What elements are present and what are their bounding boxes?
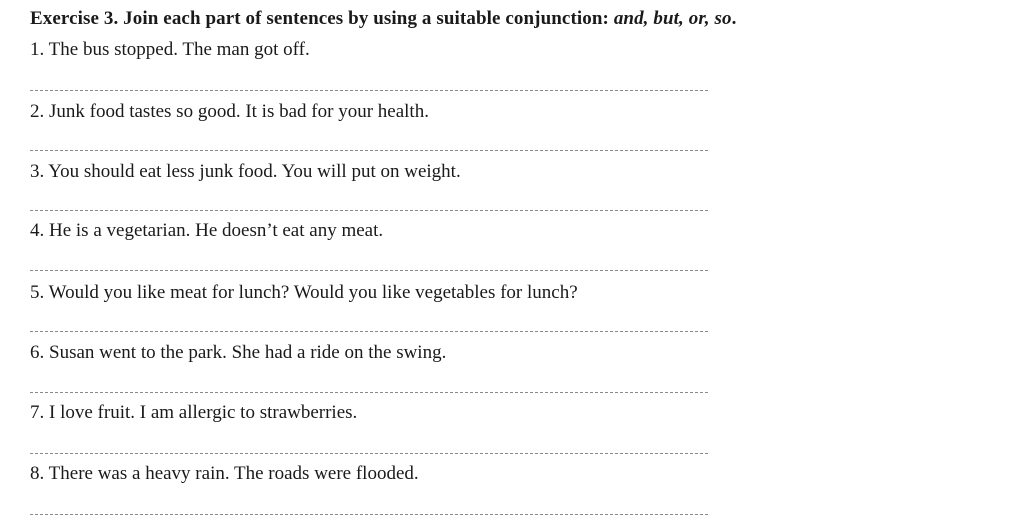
exercise-item-5: 5. Would you like meat for lunch? Would you like vegetables for lunch? <box>30 282 578 303</box>
exercise-instruction: Exercise 3. Join each part of sentences by using a suitable conjunction: <box>30 8 614 29</box>
answer-line-5[interactable] <box>30 331 708 332</box>
exercise-item-7: 7. I love fruit. I am allergic to strawberries. <box>30 402 358 423</box>
exercise-item-4: 4. He is a vegetarian. He doesn’t eat any meat. <box>30 220 384 241</box>
exercise-item-6: 6. Susan went to the park. She had a ride on the swing. <box>30 342 447 363</box>
exercise-item-1: 1. The bus stopped. The man got off. <box>30 39 310 60</box>
title-period: . <box>731 8 737 29</box>
exercise-item-3: 3. You should eat less junk food. You will put on weight. <box>30 161 461 182</box>
exercise-item-2: 2. Junk food tastes so good. It is bad for your health. <box>30 101 429 122</box>
answer-line-3[interactable] <box>30 210 708 211</box>
conjunction-list: and, but, or, so <box>613 8 732 29</box>
answer-line-7[interactable] <box>30 453 708 454</box>
answer-line-8[interactable] <box>30 514 708 515</box>
exercise-item-8: 8. There was a heavy rain. The roads were flooded. <box>30 463 419 484</box>
answer-line-6[interactable] <box>30 392 708 393</box>
exercise-title <box>30 8 736 30</box>
answer-line-1[interactable] <box>30 90 708 91</box>
answer-line-4[interactable] <box>30 270 708 271</box>
answer-line-2[interactable] <box>30 150 708 151</box>
